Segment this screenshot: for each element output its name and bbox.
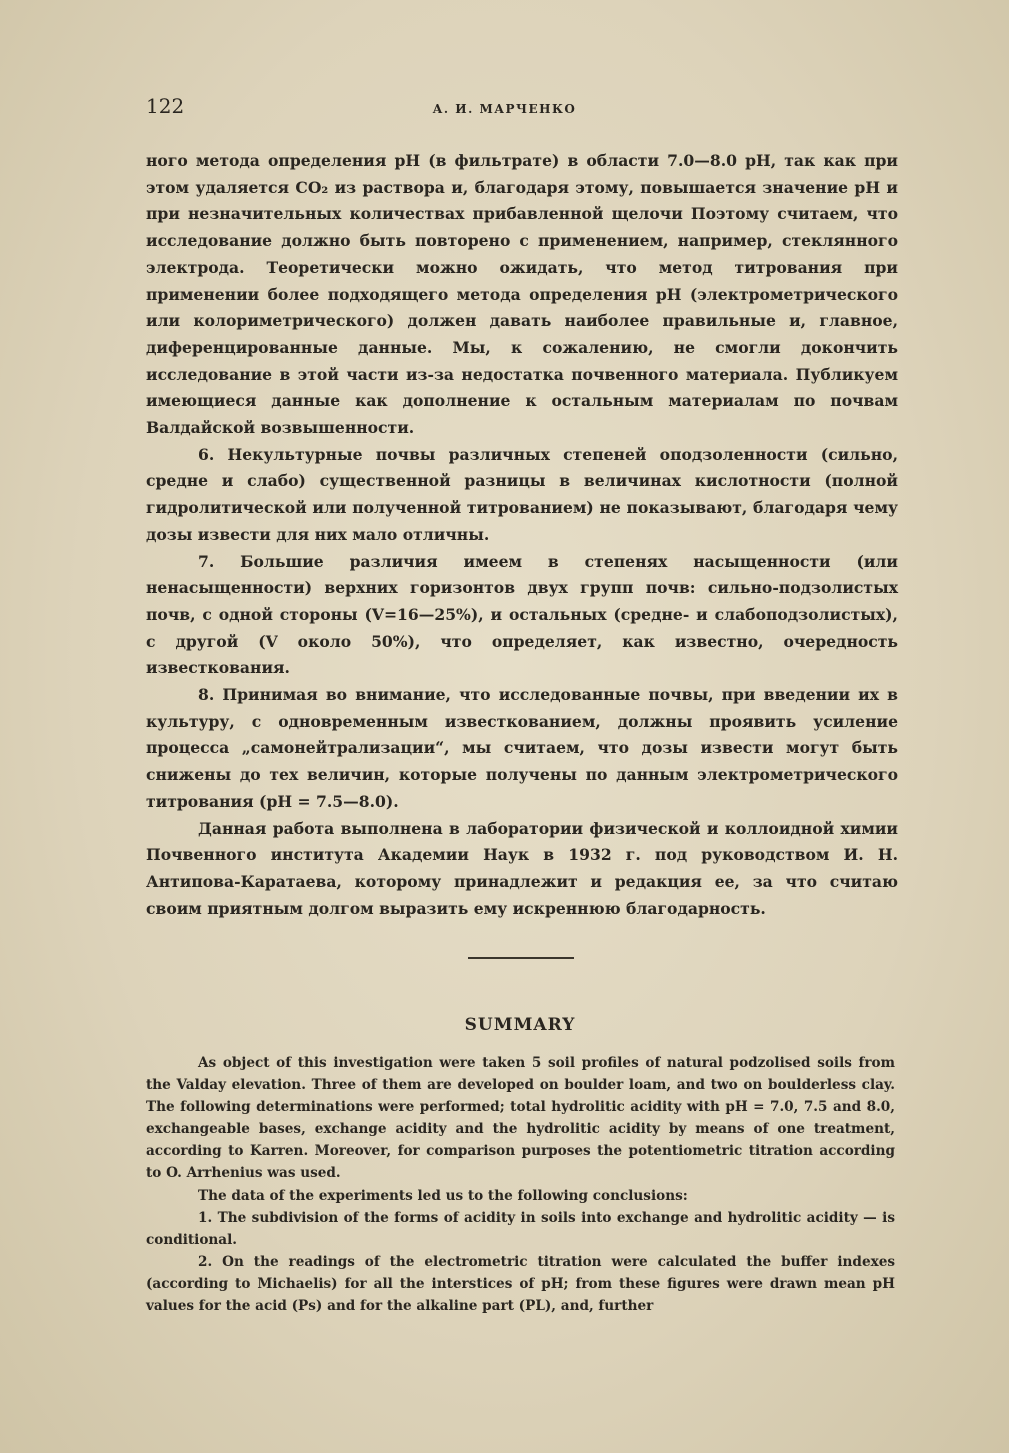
paragraph-conclusion-8: 8. Принимая во внимание, что исследованные почвы, при введении их в культуру, с одновременным известкованием, должны проявить усиление процесса „самонейтрализации“, мы считаем, что дозы извести могут быть снижены до тех величин, которые получены по данным электрометрического титрования (pH = 7.5—8.0). — [146, 685, 898, 811]
summary-title: SUMMARY — [464, 1015, 576, 1035]
summary-paragraph-conclusions-lead: The data of the experiments led us to the following conclusions: — [198, 1187, 688, 1204]
section-divider — [468, 957, 574, 959]
running-head: А. И. МАРЧЕНКО — [432, 102, 577, 116]
summary-paragraph-conclusion-2: 2. On the readings of the electrometric titration were calculated the buffer indexes (according to Michaelis) for all the interstices of pH; from these figures were drawn mean pH values for the acid (Ps) and for the alkaline part (PL), and, further — [146, 1253, 895, 1315]
summary-paragraph-intro: As object of this investigation were taken 5 soil profiles of natural podzolised soils from the Valday elevation. Three of them are developed on boulder loam, and two on boulderless clay. The following determinations were performed; total hydrolitic acidity with pH = 7.0, 7.5 and 8.0, exchangeable bases, exchange acidity and the hydrolitic acidity by means of one treatment, according to Karren. Moreover, for comparison purposes the potentiometric titration according to O. Arrhenius was used. — [146, 1055, 895, 1182]
paragraph-conclusion-7: 7. Большие различия имеем в степенях насыщенности (или ненасыщенности) верхних горизонтов двух групп почв: сильно-подзолистых почв, с одной стороны (V=16—25%), и остальных (средне- и слабоподзолистых), с другой (V около 50%), что определяет, как известно, очередность известкования. — [146, 551, 898, 678]
russian-body-text — [146, 148, 898, 922]
paragraph-continuation: ного метода определения pH (в фильтрате) в области 7.0—8.0 pH, так как при этом удаляется CO₂ из раствора и, благодаря этому, повышается значение pH и при незначительных количествах прибавленной щелочи Поэтому считаем, что исследование должно быть повторено с применением, например, стеклянного электрода. Теоретически можно ожидать, что метод титрования при применении более подходящего метода определения pH (электрометрического или колориметрического) должен давать наиболее правильные и, главное, диференцированные данные. Мы, к сожалению, не смогли докончить исследование в этой части из-за недостатка почвенного материала. Публикуем имеющиеся данные как дополнение к остальным материалам по почвам Валдайской возвышенности. — [146, 151, 898, 438]
summary-paragraph-conclusion-1: 1. The subdivision of the forms of acidity in soils into exchange and hydrolitic acidity — is conditional. — [146, 1209, 895, 1248]
paragraph-conclusion-6: 6. Некультурные почвы различных степеней оподзоленности (сильно, средне и слабо) существенной разницы в величинах кислотности (полной гидролитической или полученной титрованием) не показывают, благодаря чему дозы извести для них мало отличны. — [146, 444, 898, 544]
page-number: 122 — [146, 94, 185, 118]
summary-body-text — [146, 1052, 895, 1317]
page-header — [0, 94, 1009, 124]
paragraph-acknowledgement: Данная работа выполнена в лаборатории физической и коллоидной химии Почвенного института Академии Наук в 1932 г. под руководством И. Н. Антипова-Каратаева, которому принадлежит и редакция ее, за что считаю своим приятным долгом выразить ему искреннюю благодарность. — [146, 818, 898, 918]
